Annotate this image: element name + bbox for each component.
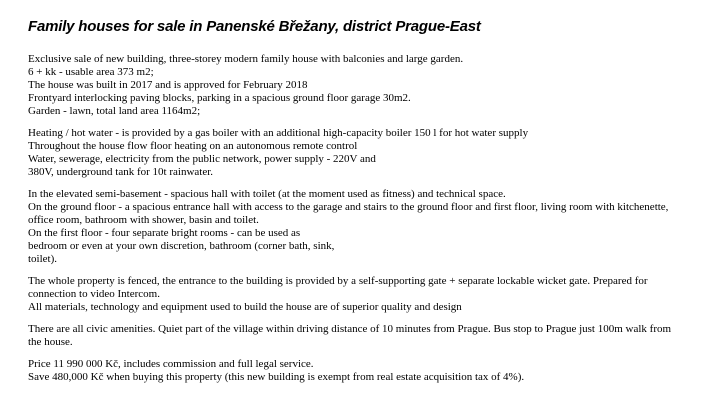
text-line: Water, sewerage, electricity from the public network, power supply - 220V and [28, 153, 376, 165]
text-line: toilet). [28, 253, 58, 265]
paragraph-location [28, 323, 704, 349]
text-line: Price 11 990 000 Kč, includes commission and full legal service. [28, 358, 314, 370]
page-title: Family houses for sale in Panenské Břežany, district Prague-East [28, 18, 481, 35]
text-line: Heating / hot water - is provided by a gas boiler with an additional high-capacity boiler 150 l for hot water supply [28, 127, 529, 139]
text-line: Exclusive sale of new building, three-storey modern family house with balconies and large garden. [28, 53, 464, 65]
text-line: The whole property is fenced, the entrance to the building is provided by a self-supporting gate + separate lockable wicket gate. Prepared for [28, 275, 648, 287]
paragraph-interior-layout [28, 188, 704, 266]
text-line: 6 + kk - usable area 373 m2; [28, 66, 154, 78]
text-line: On the ground floor - a spacious entrance hall with access to the garage and stairs to the ground floor and first floor, living room with kitchenette, [28, 201, 669, 213]
text-line: In the elevated semi-basement - spacious hall with toilet (at the moment used as fitness) and technical space. [28, 188, 506, 200]
text-line: Throughout the house flow floor heating on an autonomous remote control [28, 140, 358, 152]
text-line: Save 480,000 Kč when buying this property (this new building is exempt from real estate acquisition tax of 4%). [28, 371, 525, 383]
text-line: office room, bathroom with shower, basin and toilet. [28, 214, 259, 226]
text-line: There are all civic amenities. Quiet part of the village within driving distance of 10 minutes from Prague. Bus stop to Prague just 100m walk from [28, 323, 672, 335]
text-line: On the first floor - four separate bright rooms - can be used as [28, 227, 301, 239]
text-line: Garden - lawn, total land area 1164m2; [28, 105, 201, 117]
text-line: The house was built in 2017 and is approved for February 2018 [28, 79, 308, 91]
paragraph-price [28, 358, 704, 384]
paragraph-utilities [28, 127, 704, 179]
text-line: Frontyard interlocking paving blocks, parking in a spacious ground floor garage 30m2. [28, 92, 411, 104]
paragraph-exterior-quality [28, 275, 704, 314]
text-line: All materials, technology and equipment used to build the house are of superior quality and design [28, 301, 462, 313]
text-line: 380V, underground tank for 10t rainwater. [28, 166, 214, 178]
text-line: the house. [28, 336, 73, 348]
paragraph-overview [28, 53, 704, 118]
text-line: bedroom or even at your own discretion, bathroom (corner bath, sink, [28, 240, 335, 252]
text-line: connection to video Intercom. [28, 288, 160, 300]
